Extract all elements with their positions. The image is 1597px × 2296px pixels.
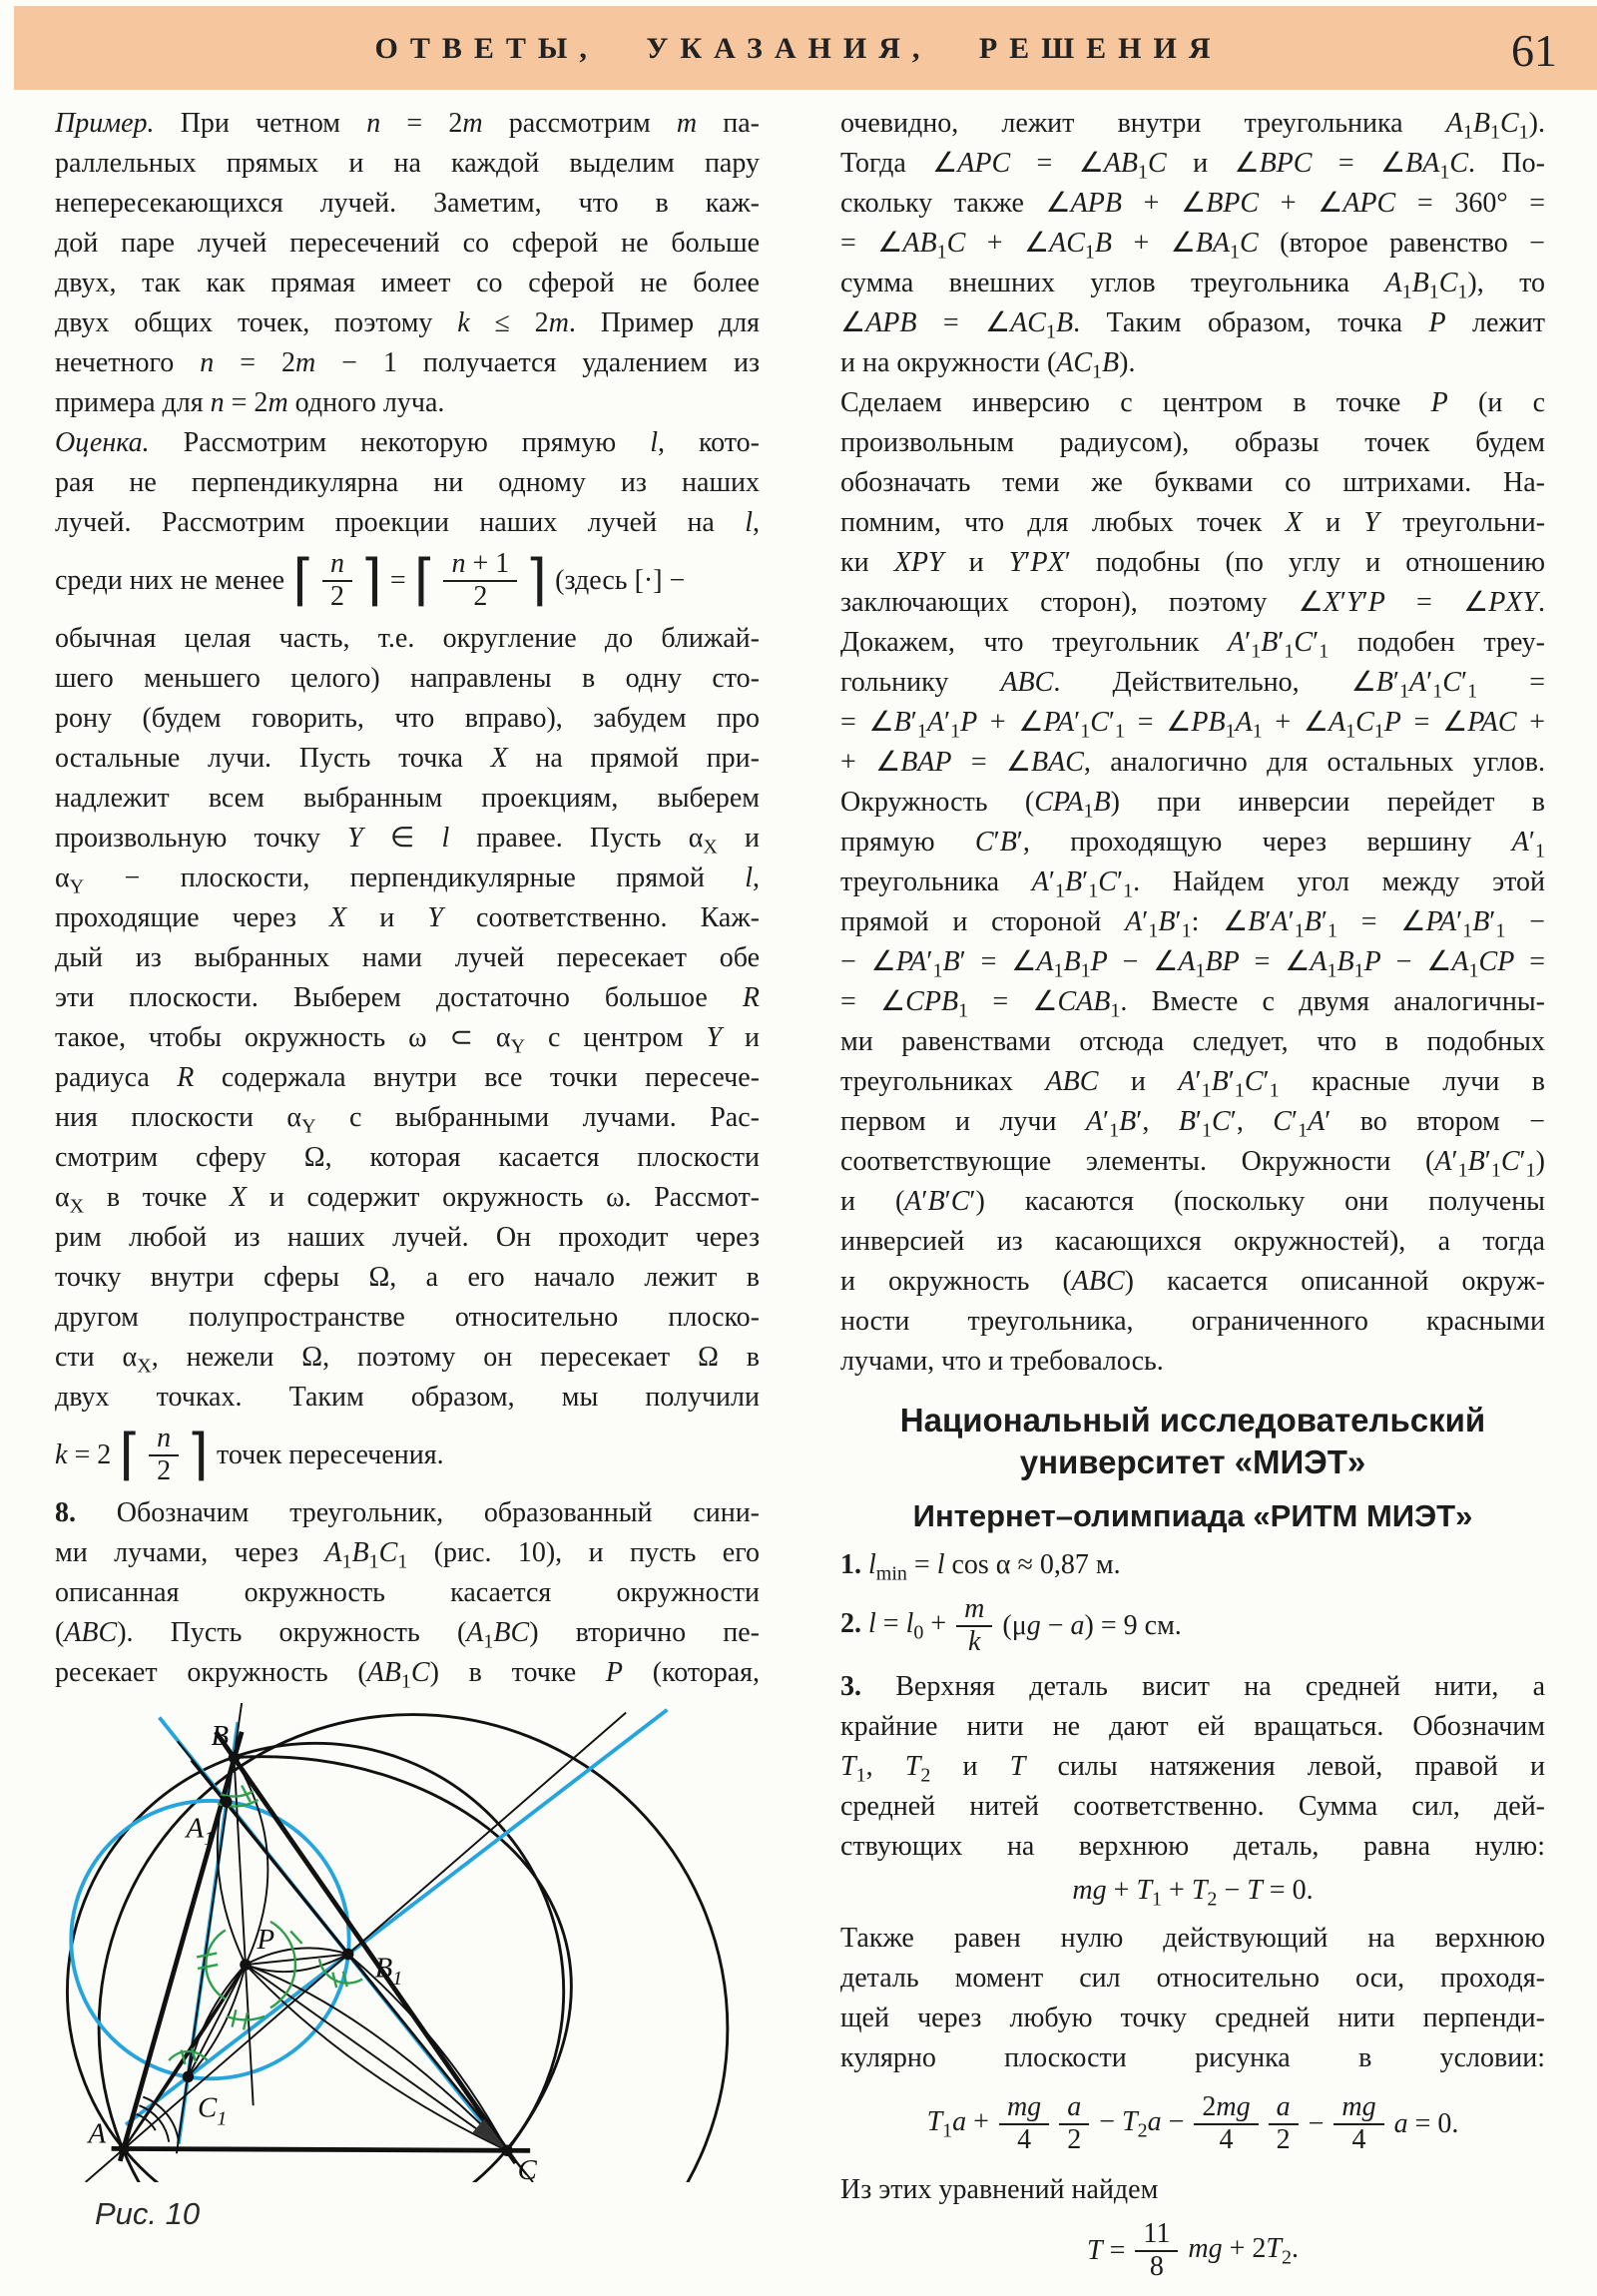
formula-text: 2. $l = l_0$ +	[840, 1607, 947, 1644]
text-line: непересекающихся лучей. Заметим, что в каж-	[55, 188, 760, 219]
text-line: произвольным радиусом), образы точек будем	[840, 427, 1545, 458]
display-formula	[840, 1869, 1545, 1917]
point-p	[240, 1959, 252, 1971]
formula-text: T =	[1087, 2235, 1126, 2266]
text-line: (ABC). Пусть окружность $(A_1BC)$ вторично пе-	[55, 1617, 760, 1653]
formula-text: mg + $2T_2$.	[1188, 2232, 1299, 2269]
text-line: кулярно плоскости рисунка в условии:	[840, 2042, 1545, 2073]
text-line: прямой и стороной $A'_1B'_1$: $\angle B'A'_1B'_1$ = $\angle PA'_1B'_1$ −	[840, 906, 1545, 942]
point-c	[501, 2145, 513, 2157]
fraction	[149, 1424, 179, 1487]
text-line: = $\angle AB_1C$ + $\angle AC_1B$ + $\angle BA_1C$ (второе равенство −	[840, 228, 1545, 264]
text-line: обозначать теми же буквами со штрихами. На-	[840, 467, 1545, 498]
label-a1: $A_1$	[186, 1812, 215, 1851]
paragraph	[55, 619, 760, 1418]
text-line: рая не перпендикулярна ни одному из наших	[55, 467, 760, 498]
display-formula	[840, 2080, 1545, 2168]
text-line: ния плоскости $\alpha_Y$ с выбранными лучами. Рас-	[55, 1102, 760, 1138]
text-line: Оценка. Рассмотрим некоторую прямую l, кото-	[55, 427, 760, 458]
fraction-numerator: 2mg	[1194, 2092, 1258, 2125]
text-line: и на окружности $(AC_1B)$.	[840, 347, 1136, 383]
fraction-numerator: a	[1059, 2092, 1089, 2125]
paragraph	[55, 423, 760, 543]
formula-text: точек пересечения.	[216, 1439, 444, 1470]
paragraph	[840, 1667, 1545, 1867]
fraction-numerator: a	[1269, 2092, 1299, 2125]
label-p: P	[257, 1923, 275, 1956]
paragraph	[840, 104, 1545, 383]
bracket: ⌉	[187, 1423, 209, 1487]
formula-text: −	[1308, 2108, 1325, 2139]
text-line: ствующих на верхнюю деталь, равна нулю:	[840, 1831, 1545, 1862]
fraction-denominator: 2	[157, 1455, 172, 1486]
text-line: лучами, что и требовалось.	[840, 1346, 1164, 1377]
text-line: соответствующие элементы. Окружности $(A'_1B'_1C'_1)$	[840, 1146, 1545, 1182]
paragraph	[840, 2170, 1545, 2210]
bracket: ⌈	[292, 548, 314, 613]
point-b	[229, 1752, 241, 1764]
formula-text: − $T_2a$ −	[1099, 2105, 1185, 2142]
text-line: = $\angle CPB_1$ = $\angle CAB_1$. Вместе с двумя аналогичны-	[840, 986, 1545, 1022]
formula-text: (здесь [·] −	[555, 565, 686, 596]
text-line: и окружность (ABC) касается описанной окруж-	[840, 1266, 1545, 1297]
text-line: и (A′B′C′) касаются (поскольку они получены	[840, 1186, 1545, 1217]
text-line: лучей. Рассмотрим проекции наших лучей на l,	[55, 507, 760, 538]
display-formula	[55, 545, 760, 617]
text-line: рим любой из наших лучей. Он проходит через	[55, 1222, 760, 1253]
label-c: C	[517, 2154, 537, 2182]
text-line: рону (будем говорить, что вправо), забудем про	[55, 703, 760, 734]
text-line: другом полупространстве относительно плоско-	[55, 1302, 760, 1333]
text-line: помним, что для любых точек X и Y треугольни-	[840, 507, 1545, 538]
label-b: B	[211, 1720, 230, 1753]
text-line: первом и лучи $A'_1B'$, $B'_1C'$, $C'_1A'$ во втором −	[840, 1106, 1545, 1142]
paragraph	[840, 383, 1545, 1382]
text-line: дой паре лучей пересечений со сферой не больше	[55, 228, 760, 259]
text-line: смотрим сферу Ω, которая касается плоскости	[55, 1142, 760, 1173]
text-line: надлежит всем выбранным проекциям, выберем	[55, 783, 760, 814]
fraction-denominator: k	[968, 1626, 981, 1657]
segment-p-b1	[246, 1955, 348, 1966]
display-formula	[55, 1420, 760, 1491]
page-title: ОТВЕТЫ, УКАЗАНИЯ, РЕШЕНИЯ	[374, 32, 1223, 65]
ray-a-b1	[86, 1713, 626, 2182]
text-line: нечетного n = 2m − 1 получается удалением из	[55, 347, 760, 378]
text-line: = $\angle B'_1A'_1P$ + $\angle PA'_1C'_1$ = $\angle PB_1A_1$ + $\angle A_1C_1P$ = ∠PAC +	[840, 707, 1545, 743]
fraction	[1135, 2219, 1178, 2283]
formula-text: среди них не менее	[55, 565, 285, 596]
fraction	[1194, 2092, 1258, 2156]
text-line: раллельных прямых и на каждой выделим пару	[55, 148, 760, 179]
heading-line: Национальный исследовательский	[899, 1402, 1486, 1438]
fraction	[1059, 2092, 1089, 2156]
text-line: примера для n = 2m одного луча.	[55, 387, 445, 418]
fraction-denominator: 4	[1219, 2124, 1234, 2155]
text-line: прямую C′B′, проходящую через вершину $A'_1$	[840, 827, 1545, 862]
point-a1	[221, 1796, 233, 1808]
text-line: щей через любую точку средней нити перпенди-	[840, 2003, 1545, 2033]
text-line: проходящие через X и Y соответственно. Каж-	[55, 902, 760, 933]
text-line: деталь момент сил относительно оси, проходя-	[840, 1963, 1545, 1994]
fraction-numerator: m	[956, 1594, 992, 1627]
fraction-numerator: n	[149, 1424, 179, 1456]
text-line: такое, чтобы окружность ω ⊂ $\alpha_Y$ с центром Y и	[55, 1022, 760, 1058]
formula-text: $T_1a$ +	[926, 2105, 989, 2142]
bracket: ⌉	[525, 548, 548, 613]
section-heading	[840, 1495, 1545, 1537]
fraction	[956, 1594, 992, 1658]
text-line: произвольную точку Y ∈ l правее. Пусть $\alpha_X$ и	[55, 823, 760, 859]
text-line: сумма внешних углов треугольника $A_1B_1C_1$), то	[840, 268, 1545, 303]
label-c1: $C_1$	[198, 2091, 228, 2130]
text-line: Тогда ∠APC = $\angle AB_1C$ и ∠BPC = $\angle BA_1C$. По-	[840, 148, 1545, 184]
formula-text: a = 0.	[1393, 2108, 1459, 2139]
text-line: ∠APB = $\angle AC_1B$. Таким образом, точка P лежит	[840, 307, 1545, 343]
formula-text: =	[389, 565, 406, 596]
big-right-arc	[234, 1757, 571, 2151]
point-a	[118, 2143, 130, 2155]
fraction-denominator: 2	[329, 581, 344, 612]
ray-b-p	[234, 1758, 253, 2105]
bracket: ⌉	[359, 548, 382, 613]
fraction-numerator: mg	[1333, 2092, 1383, 2125]
display-formula	[840, 2212, 1545, 2290]
text-line: Пример. При четном n = 2m рассмотрим m па-	[55, 108, 760, 139]
fraction	[1333, 2092, 1383, 2156]
text-line: $\alpha_Y$ − плоскости, перпендикулярные прямой l,	[55, 862, 760, 898]
fraction-denominator: 4	[1017, 2124, 1032, 2155]
text-line: средней нитей соответственно. Сумма сил, дей-	[840, 1791, 1545, 1822]
text-line: остальные лучи. Пусть точка X на прямой при-	[55, 743, 760, 774]
text-line: ности треугольника, ограниченного красными	[840, 1306, 1545, 1337]
text-line: гольнику ABC. Действительно, $\angle B'_1A'_1C'_1$ =	[840, 667, 1545, 703]
text-line: 3. Верхняя деталь висит на средней нити, а	[840, 1671, 1545, 1702]
fraction-denominator: 4	[1351, 2124, 1366, 2155]
text-line: ки XPY и Y′PX′ подобны (по углу и отношению	[840, 547, 1545, 578]
fraction-numerator: n + 1	[443, 549, 517, 582]
formula-text: (μg − a) = 9 см.	[1002, 1610, 1182, 1641]
fraction-denominator: 8	[1149, 2251, 1164, 2282]
text-line: $T_1$, $T_2$ и T силы натяжения левой, правой и	[840, 1751, 1545, 1787]
section-heading	[840, 1400, 1545, 1483]
text-line: скольку также ∠APB + ∠BPC + ∠APC = 360° =	[840, 188, 1545, 219]
side-ac	[112, 2148, 531, 2150]
text-line: 1. $l_{min} = l$ cos α ≈ 0,87 м.	[840, 1549, 1121, 1585]
text-line: Окружность $(CPA_1B)$ при инверсии перейдет в	[840, 787, 1545, 823]
bracket: ⌈	[413, 548, 436, 613]
text-line: шего меньшего целого) направлены в одну сто-	[55, 663, 760, 694]
text-line: $\alpha_X$ в точке X и содержит окружность ω. Рассмот-	[55, 1182, 760, 1218]
page-number: 61	[1511, 25, 1557, 76]
text-line: дый из выбранных нами лучей пересекает обе	[55, 942, 760, 973]
text-line: крайние нити не дают ей вращаться. Обозначим	[840, 1711, 1545, 1742]
text-line: − $\angle PA'_1B'$ = $\angle A_1B_1P$ − $\angle A_1BP$ = $\angle A_1B_1P$ − $\angle A_1CP$ =	[840, 946, 1545, 982]
blue-ray-b1c1	[126, 1710, 667, 2125]
point-c1	[183, 2071, 195, 2083]
fraction	[322, 549, 352, 613]
text-line: двух точках. Таким образом, мы получили	[55, 1382, 760, 1413]
fraction	[999, 2092, 1049, 2156]
left-column	[55, 104, 760, 1693]
text-line: Сделаем инверсию с центром в точке P (и с	[840, 387, 1545, 418]
paragraph	[55, 104, 760, 423]
text-line: треугольниках ABC и $A'_1B'_1C'_1$ красные лучи в	[840, 1066, 1545, 1102]
paragraph	[840, 1545, 1545, 1585]
text-line: 8. Обозначим треугольник, образованный сини-	[55, 1497, 760, 1528]
paragraph	[55, 1493, 760, 1693]
bracket: ⌈	[119, 1423, 142, 1487]
fraction	[1269, 2092, 1299, 2156]
arc-p-a-right	[124, 1965, 246, 2148]
thin-rays	[86, 1703, 626, 2182]
text-line: описанная окружность касается окружности	[55, 1577, 760, 1608]
formula-text: k = 2	[55, 1439, 112, 1470]
text-line: Докажем, что треугольник $A'_1B'_1C'_1$ подобен треу-	[840, 627, 1545, 663]
heading-line: университет «МИЭТ»	[1019, 1443, 1366, 1480]
text-line: очевидно, лежит внутри треугольника $A_1B_1C_1$).	[840, 108, 1545, 144]
text-line: двух общих точек, поэтому k ≤ 2m. Пример для	[55, 307, 760, 338]
heading-line: Интернет–олимпиада «РИТМ МИЭТ»	[912, 1498, 1473, 1533]
point-b1	[342, 1949, 354, 1961]
text-line: ресекает окружность $(AB_1C)$ в точке P (которая,	[55, 1657, 760, 1693]
label-a: A	[88, 2117, 107, 2150]
text-line: Из этих уравнений найдем	[840, 2174, 1159, 2205]
text-line: заключающих сторон), поэтому ∠X′Y′P = ∠PXY.	[840, 587, 1545, 618]
fraction-denominator: 2	[473, 581, 488, 612]
text-line: сти $\alpha_X$, нежели Ω, поэтому он пересекает Ω в	[55, 1342, 760, 1378]
text-line: + ∠BAP = ∠BAC, аналогично для остальных углов.	[840, 747, 1545, 778]
text-line: ми лучами, через $A_1B_1C_1$ (рис. 10), и пусть его	[55, 1537, 760, 1573]
right-column	[840, 104, 1545, 2292]
text-line: эти плоскости. Выберем достаточно большое R	[55, 982, 760, 1013]
fraction	[443, 549, 517, 613]
label-b1: $B_1$	[374, 1952, 403, 1991]
fraction-denominator: 2	[1067, 2124, 1082, 2155]
text-line: обычная целая часть, т.е. округление до ближай-	[55, 623, 760, 654]
blue-rays	[71, 1710, 667, 2153]
fraction-numerator: 11	[1135, 2219, 1178, 2252]
text-line: двух, так как прямая имеет со сферой не более	[55, 268, 760, 298]
paragraph	[840, 1919, 1545, 2078]
fraction-numerator: mg	[999, 2092, 1049, 2125]
text-line: Также равен нулю действующий на верхнюю	[840, 1923, 1545, 1954]
text-line: точку внутри сферы Ω, а его начало лежит в	[55, 1262, 760, 1293]
text-line: радиуса R содержала внутри все точки пересече-	[55, 1062, 760, 1093]
fraction-numerator: n	[322, 549, 352, 582]
text-line: инверсией из касающихся окружностей), а тогда	[840, 1226, 1545, 1257]
fraction-denominator: 2	[1276, 2124, 1291, 2155]
text-line: треугольника $A'_1B'_1C'_1$. Найдем угол между этой	[840, 866, 1545, 902]
text-line: ми равенствами отсюда следует, что в подобных	[840, 1026, 1545, 1057]
display-formula	[840, 1587, 1545, 1665]
figure-ris-10	[40, 1703, 739, 2182]
formula-text: mg + $T_1 + T_2 - T = 0$.	[1072, 1874, 1314, 1911]
figure-caption: Рис. 10	[95, 2196, 201, 2231]
